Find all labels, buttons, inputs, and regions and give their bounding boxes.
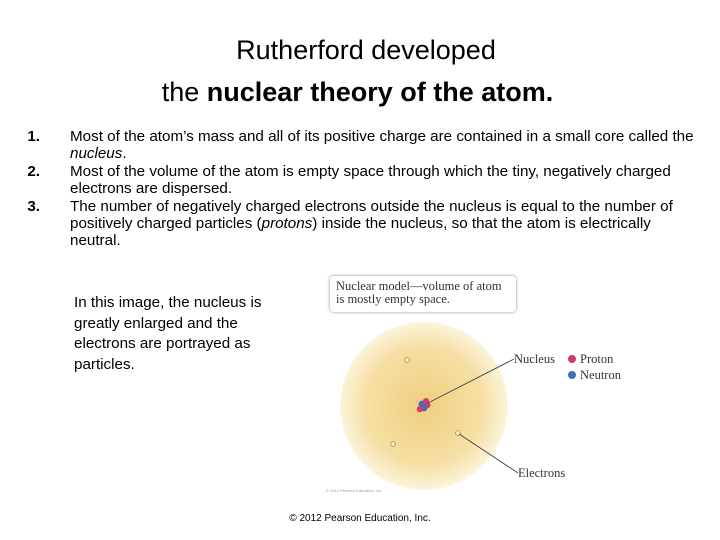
point-number: 1. [27,128,40,145]
proton-swatch [568,355,576,363]
nuclear-model-figure [320,268,640,500]
figure-callout-box: Nuclear model—volume of atom is mostly empty space. [330,276,516,312]
neutron-swatch [568,371,576,379]
numbered-points [14,128,694,250]
point-italic: nucleus [70,145,123,163]
point-3 [14,198,694,250]
point-text: Most of the atom’s mass and all of its positive charge are contained in a small core called the [70,128,694,145]
image-caption: In this image, the nucleus is greatly enlarged and the electrons are portrayed as particles. [74,294,262,373]
electron-dot [391,442,396,447]
title-bold: nuclear theory of the atom. [206,77,554,107]
point-text: The number of negatively charged electrons outside the nucleus is equal to the number of positively charged particles ( [70,197,673,233]
point-text-end: . [122,145,127,163]
title-line-2 [0,73,720,111]
neutron-label: Neutron [580,368,621,382]
title-line-1: Rutherford developed [236,35,496,65]
point-number: 2. [27,162,40,180]
electrons-label: Electrons [518,466,566,480]
nucleus-label: Nucleus [514,352,555,366]
proton-label: Proton [580,352,614,366]
point-text: Most of the volume of the atom is empty space through which the tiny, negatively charged electrons are dispersed. [70,162,671,198]
point-1 [14,128,694,163]
copyright-notice: © 2012 Pearson Education, Inc. [289,513,431,524]
point-italic: protons [261,215,313,233]
point-text-end: ) inside the nucleus, so that the atom is electrically neutral. [70,215,651,250]
point-number: 3. [27,197,40,215]
point-2 [14,163,694,198]
title-prefix: the [161,77,207,107]
electron-dot [405,358,410,363]
figure-fine-print: © 2012 Pearson Education, Inc. [326,488,383,493]
